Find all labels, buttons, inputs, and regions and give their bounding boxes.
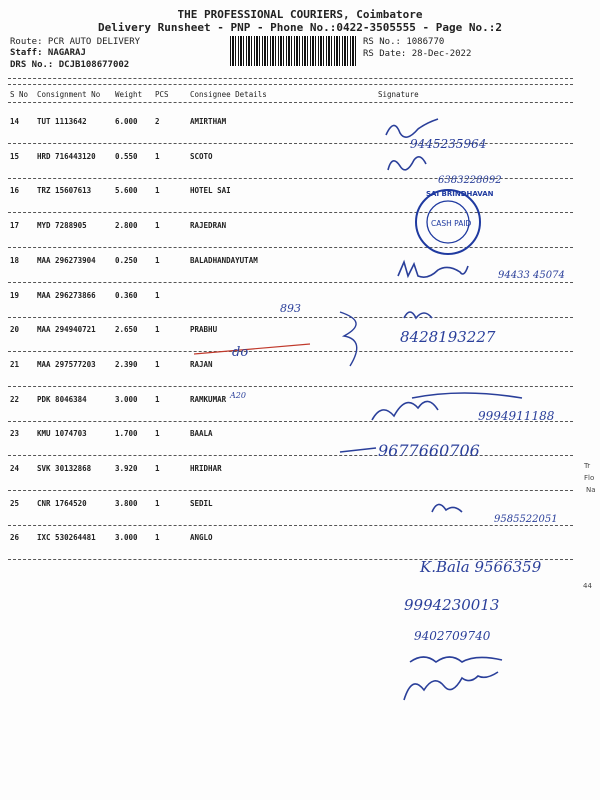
phone-15: 6383228092 bbox=[438, 175, 502, 186]
route-label: Route: PCR AUTO DELIVERY bbox=[10, 37, 141, 47]
phone-18: 8428193227 bbox=[400, 328, 496, 346]
col-pcs-header: PCS bbox=[155, 90, 169, 99]
row-consignment: CNR 1764520 bbox=[37, 498, 87, 508]
ditto-mark: do bbox=[232, 345, 249, 360]
row-sno: 19 bbox=[10, 290, 20, 300]
row-consignee: SEDIL bbox=[190, 498, 213, 508]
signature-18-scribble bbox=[404, 312, 432, 318]
margin-note-tr: Tr bbox=[584, 462, 591, 470]
row-consignee: ANGLO bbox=[190, 533, 213, 543]
phone-22: 9585522051 bbox=[494, 514, 558, 525]
row-weight: 2.800 bbox=[115, 221, 138, 231]
signature-23: K.Bala 9566359 bbox=[420, 558, 542, 576]
row-sno: 21 bbox=[10, 359, 20, 369]
row-sno: 25 bbox=[10, 498, 20, 508]
row-consignee: BAALA bbox=[190, 429, 213, 439]
row-sno: 23 bbox=[10, 429, 20, 439]
row-consignment: MAA 296273904 bbox=[37, 255, 96, 265]
rs-number: RS No.: 1086770 bbox=[363, 37, 445, 47]
row-weight: 0.550 bbox=[115, 151, 138, 161]
row-pcs: 1 bbox=[155, 429, 160, 439]
row-consignment: MAA 294940721 bbox=[37, 325, 96, 335]
row-pcs: 1 bbox=[155, 255, 160, 265]
ditto-bracket bbox=[340, 312, 357, 366]
row-weight: 0.360 bbox=[115, 290, 138, 300]
row-consignment: KMU 1074703 bbox=[37, 429, 87, 439]
margin-note-na: Na bbox=[586, 486, 596, 494]
row-consignment: SVK 30132868 bbox=[37, 464, 92, 473]
phone-24: 9994230013 bbox=[404, 596, 500, 614]
row-weight: 2.390 bbox=[115, 359, 138, 369]
row-sno: 17 bbox=[10, 221, 20, 231]
row-consignee: HOTEL SAI bbox=[190, 186, 231, 196]
note-20: A20 bbox=[230, 391, 246, 400]
row-pcs: 1 bbox=[155, 221, 160, 231]
row-sno: 16 bbox=[10, 186, 20, 196]
sheet-title: THE PROFESSIONAL COURIERS, Coimbatore bbox=[177, 8, 423, 21]
row-sno: 15 bbox=[10, 151, 20, 161]
margin-note-flo: Flo bbox=[584, 474, 595, 482]
row-sno: 26 bbox=[10, 533, 20, 543]
row-sno: 24 bbox=[10, 464, 20, 473]
margin-note-44: 44 bbox=[583, 582, 592, 590]
row-consignment: MAA 297577203 bbox=[37, 359, 96, 369]
row-pcs: 1 bbox=[155, 464, 160, 473]
ditto-line bbox=[194, 344, 310, 354]
row-sno: 20 bbox=[10, 325, 20, 335]
row-consignee: PRABHU bbox=[190, 325, 218, 335]
sai-brindhavan-stamp bbox=[416, 190, 494, 254]
row-weight: 3.000 bbox=[115, 394, 138, 404]
row-consignment: IXC 530264481 bbox=[37, 533, 96, 543]
row-pcs: 1 bbox=[155, 394, 160, 404]
row-pcs: 1 bbox=[155, 498, 160, 508]
row-consignment: PDK 8046384 bbox=[37, 394, 87, 404]
signature-14-scribble bbox=[386, 119, 438, 137]
row-pcs: 1 bbox=[155, 533, 160, 543]
row-pcs: 1 bbox=[155, 325, 160, 335]
phone-14: 9445235964 bbox=[410, 137, 487, 151]
row-consignment: HRD 716443120 bbox=[37, 151, 96, 161]
row-sno: 14 bbox=[10, 117, 20, 126]
row-pcs: 1 bbox=[155, 151, 160, 161]
row-consignee: AMIRTHAM bbox=[190, 117, 227, 126]
col-signature-header: Signature bbox=[378, 90, 419, 99]
row-sno: 22 bbox=[10, 394, 20, 404]
col-sno-header: S No bbox=[10, 90, 29, 99]
row-pcs: 1 bbox=[155, 359, 160, 369]
row-pcs: 1 bbox=[155, 290, 160, 300]
staff-label: Staff: NAGARAJ bbox=[10, 48, 86, 58]
phone-17: 94433 45074 bbox=[498, 270, 565, 281]
row-weight: 1.700 bbox=[115, 429, 138, 439]
row-weight: 0.250 bbox=[115, 255, 138, 265]
arrow-21 bbox=[340, 448, 376, 452]
sheet-subtitle: Delivery Runsheet - PNP - Phone No.:0422-3505555 - Page No.:2 bbox=[98, 21, 502, 34]
row-consignee: RAJEDRAN bbox=[190, 221, 227, 231]
row-consignee: HRIDHAR bbox=[190, 464, 222, 473]
row-consignee: RAJAN bbox=[190, 359, 213, 369]
rs-date: RS Date: 28-Dec-2022 bbox=[363, 49, 472, 59]
row-weight: 3.920 bbox=[115, 464, 138, 473]
row-weight: 2.650 bbox=[115, 325, 138, 335]
row-consignment: MYD 7288905 bbox=[37, 221, 87, 231]
stamp-center-text: CASH PAID bbox=[431, 219, 472, 228]
note-18: 893 bbox=[280, 302, 301, 315]
row-sno: 18 bbox=[10, 255, 20, 265]
signature-25-scribble bbox=[410, 657, 502, 662]
signature-26-scribble bbox=[404, 672, 498, 700]
row-weight: 5.600 bbox=[115, 186, 138, 196]
row-weight: 3.000 bbox=[115, 533, 138, 543]
signature-15-scribble bbox=[388, 157, 426, 170]
row-pcs: 1 bbox=[155, 186, 160, 196]
row-consignee: BALADHANDAYUTAM bbox=[190, 255, 258, 265]
signature-17-scribble bbox=[398, 262, 468, 277]
row-pcs: 2 bbox=[155, 117, 160, 126]
row-consignee: SCOTO bbox=[190, 151, 213, 161]
col-weight-header: Weight bbox=[115, 90, 143, 99]
phone-21: 9677660706 bbox=[378, 441, 480, 460]
signature-22-scribble bbox=[432, 504, 462, 512]
row-consignment: TUT 1113642 bbox=[37, 117, 87, 126]
row-consignee: RAMKUMAR bbox=[190, 394, 227, 404]
row-consignment: TRZ 15607613 bbox=[37, 186, 92, 196]
col-consignment-header: Consignment No bbox=[37, 90, 101, 99]
drs-label: DRS No.: DCJB108677002 bbox=[10, 60, 130, 70]
col-consignee-header: Consignee Details bbox=[190, 90, 267, 99]
stamp-ring-text: SAI BRINDHAVAN bbox=[426, 190, 494, 198]
row-weight: 3.800 bbox=[115, 498, 138, 508]
row-weight: 6.000 bbox=[115, 117, 138, 126]
phone-25: 9402709740 bbox=[414, 629, 491, 643]
row-consignment: MAA 296273866 bbox=[37, 290, 96, 300]
phone-20: 9994911188 bbox=[478, 409, 555, 423]
